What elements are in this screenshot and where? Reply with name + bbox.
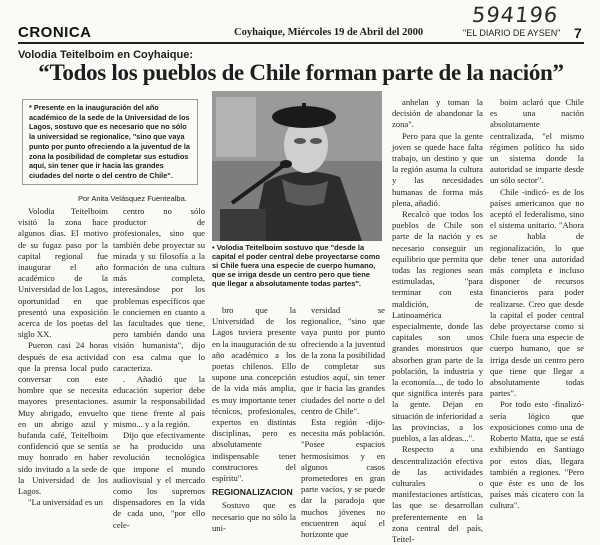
summary-box: * Presente en la inauguración del año académico de la sede de la Universidad de los Lagos, sostuvo que es necesario que no sólo la universidad se regionalice, "sino que vaya punto por punto ofreciendo a la juventud de la zona la posibilidad de completar sus estudios aquí, sin tener que ir hacia las grandes ciudades del norte o del centro de Chile". [22,99,198,185]
column-5 [392,97,483,545]
column-4 [301,305,385,540]
header-rule [18,42,584,44]
paragraph: . Añadió que la educación superior debe asumir la responsabilidad que tiene frente al país mismo... y a la región. [113,374,205,429]
handwritten-clipping-number: 594196 [470,3,560,27]
paragraph: Respecto a una descentralización efectiva de las actividades culturales o manifestaciones artísticas, las que se desarrollan preferentemente en la zona central del país, Teitel- [392,444,483,544]
paragraph: Esta región -dijo- necesita más población. "Posee espacios hermosísimos y en algunos casos prometedores en gran parte vacíos, y se puede dar la paradoja que muchos jóvenes no encuentren aquí el horizonte que [301,417,385,540]
paragraph: Pueron casi 24 horas después de esa actividad que la prensa local pudo conversar con este hombre que se necesita mayores presentaciones. Muy abrigado, envuelto en un abrigo azul y bufanda café, Teitelboim confidenció que se sentía muy honrado en haber sido invitado a la sede de la Universidad de los Lagos. [18,340,108,497]
paragraph: anhelan y toman la decisión de abandonar la zona". [392,97,483,130]
column-3 [212,305,296,534]
headline: “Todos los pueblos de Chile forman parte de la nación” [38,60,564,85]
paragraph: Pero para que la gente joven se quede hace falta trabajo, un destino y que la región asuma la cultura y las necesidades humanas de forma más plena, añadió. [392,130,483,208]
paragraph: Volodia Teitelboim visitó la zona hace algunos días. El motivo de su fugaz paso por la capital regional fue inaugurar el año académico de la Universidad de los Lagos, oportunidad en que presentó una exposición acerca de los poetas del siglo XX. [18,206,108,340]
paragraph: centro no sólo productor de profesionales, sino que también debe proyectar su mirada y su filosofía a la formación de una cultura más completa, interesándose por los problemas específicos que le conciernen en cuanto a las facultades que tiene, pero también dando una visión humanista", dijo con esa calma que lo caracteriza. [113,206,205,373]
paragraph: Dijo que efectivamente se ha producido una revolución tecnológica que impone el mundo audiovisual y el mercado como los supremos dispensadores en la vida de cada uno, "por ello cele- [113,430,205,530]
subheading: REGIONALIZACION [212,487,293,498]
paragraph: Por todo esto -finalizó- sería lógico que exposiciones como una de Roberto Matta, que se está exhibiendo en Santiago por estos días, llegara también a regiones. "Pero que éste es uno de los países más cicatero con la cultura". [490,399,584,511]
paragraph: boim aclaró que Chile es una nación absolutamente centralizada, "el mismo régimen político ha sido un sistema donde la autoridad se imparte desde un sólo sector". [490,97,584,186]
column-2 [113,206,205,531]
byline: Por Anita Velásquez Fuentealba. [78,194,187,203]
article-photo [212,91,382,241]
paragraph: Recalcó que todos los pueblos de Chile son parte de la nación y es necesario conseguir un equilibrio que permita que todas las regiones sean estimuladas, "para terminar con esta maldición, de Latinoamérica especialmente, donde las capitales son unos grandes monstruos que absorben gran parte de la población, la industria y la economía..., de todo lo que significa interés para la gente. Dejan en situación de inferioridad a las provincias, a los pueblos, a las aldeas...". [392,209,483,444]
page-number: 7 [574,25,582,41]
paragraph: versidad se regionalice, "sino que vaya punto por punto ofreciendo a la juventud de la zona la posibilidad de completar sus estudios aquí, sin tener que ir hacia las grandes ciudades del norte o del centro de Chile". [301,305,385,416]
paragraph: "La universidad es un [28,497,103,508]
column-6 [490,97,584,512]
section-title: CRONICA [18,24,92,41]
photo-caption: • Volodia Teitelboim sostuvo que "desde la capital el poder central debe proyectarse como si Chile fuera una especie de cuerpo humano, que se irriga desde un centro pero que tiene que llegar a absolutamente todas partes". [212,243,380,288]
newspaper-name: "EL DIARIO DE AYSEN" [463,28,561,38]
column-1 [18,206,108,508]
paragraph: bro que la Universidad de los Lagos tuviera presente en la inauguración de su año académico a los poetas chilenos. Ello supone una concepción de la vida más amplia, es muy importante tener técnicos, profesionales, expertos en distintas disciplinas, pero es absolutamente indispensable tener constructores del espíritu". [212,305,296,484]
photo-illustration [212,91,382,241]
dateline: Coyhaique, Miércoles 19 de Abril del 2000 [234,27,424,38]
paragraph: Sostuvo que es necesario que no sólo la uni- [212,500,296,533]
paragraph: Chile -indicó- es de los países americanos que no aceptó el federalismo, sino el sistema unitario. "Ahora se habla de regionalización, lo que debe tener una autoridad más completa e incluso disponer de recursos financieros para poder realizarse. Creo que desde la capital el poder central debe proyectarse como si Chile fuera una especie de cuerpo humano, que se irriga desde un centro pero que tiene que llegar a absolutamente todas partes". [490,186,584,399]
kicker: Volodia Teitelboim en Coyhaique: [18,49,193,61]
